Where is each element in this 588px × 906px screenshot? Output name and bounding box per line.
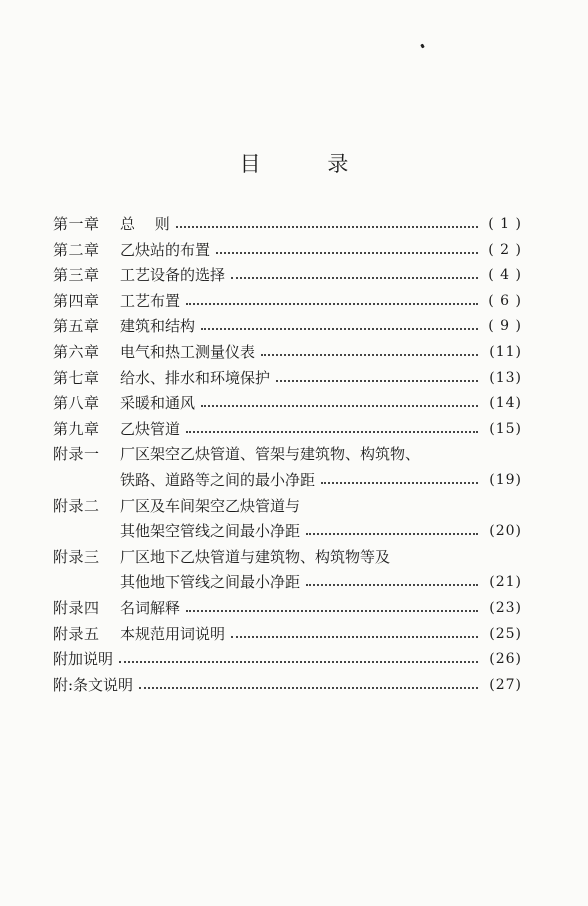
toc-row xyxy=(0,263,588,287)
chapter-number: 第二章 xyxy=(53,240,100,259)
chapter-number: 第八章 xyxy=(53,394,100,413)
entry-title: 其他地下管线之间最小净距 xyxy=(120,573,301,592)
toc-row xyxy=(0,622,588,646)
page-number: ( 4 ) xyxy=(488,267,522,284)
entry-title: 附:条文说明 xyxy=(53,675,134,694)
dot-leader xyxy=(119,661,478,663)
dot-leader xyxy=(201,328,478,330)
page-number: (15) xyxy=(489,420,522,437)
chapter-number: 第九章 xyxy=(53,419,100,438)
entry-title: 工艺布置 xyxy=(120,291,181,310)
page-number: (19) xyxy=(489,472,522,488)
entry-title: 铁路、道路等之间的最小净距 xyxy=(120,471,316,489)
chapter-number: 第七章 xyxy=(53,368,100,387)
entry-title: 厂区地下乙炔管道与建筑物、构筑物等及 xyxy=(120,547,391,566)
page-number: ( 6 ) xyxy=(488,292,522,309)
chapter-number: 附录五 xyxy=(53,624,100,643)
page-number: (14) xyxy=(489,395,522,412)
toc-row xyxy=(0,340,588,364)
toc-row xyxy=(0,442,588,466)
toc-row xyxy=(0,366,588,390)
toc-row xyxy=(0,314,588,338)
entry-title: 采暖和通风 xyxy=(120,394,196,413)
chapter-number: 第五章 xyxy=(53,317,100,336)
chapter-number: 第六章 xyxy=(53,343,100,361)
entry-title: 厂区架空乙炔管道、管架与建筑物、构筑物、 xyxy=(120,445,421,464)
page-number: (23) xyxy=(489,600,522,616)
toc-row xyxy=(0,494,588,518)
entry-title: 厂区及车间架空乙炔管道与 xyxy=(120,496,301,515)
toc-row xyxy=(0,468,588,492)
chapter-number: 附录一 xyxy=(53,445,100,464)
entry-title: 乙炔站的布置 xyxy=(120,240,211,259)
page-number: (26) xyxy=(489,651,522,668)
entry-title: 工艺设备的选择 xyxy=(120,266,226,285)
toc-row xyxy=(0,238,588,262)
scan-speck xyxy=(420,44,425,49)
toc-row xyxy=(0,519,588,543)
entry-title: 给水、排水和环境保护 xyxy=(120,368,271,387)
entry-title: 名词解释 xyxy=(120,599,181,617)
chapter-number: 第一章 xyxy=(53,215,100,233)
dot-leader xyxy=(231,277,478,279)
toc-row xyxy=(0,417,588,441)
chapter-number: 第三章 xyxy=(53,266,100,285)
toc-row xyxy=(0,545,588,569)
page-title: 目 录 xyxy=(239,152,379,176)
dot-leader xyxy=(186,610,478,612)
toc-row xyxy=(0,570,588,594)
dot-leader xyxy=(306,533,478,535)
dot-leader xyxy=(231,636,478,638)
page-number: (13) xyxy=(489,369,522,386)
toc-row xyxy=(0,391,588,415)
chapter-number: 附录四 xyxy=(53,599,100,617)
page-number: (11) xyxy=(489,344,522,360)
toc-row xyxy=(0,289,588,313)
page-number: ( 9 ) xyxy=(488,318,522,335)
page-number: (27) xyxy=(489,676,522,693)
entry-title: 附加说明 xyxy=(53,650,114,669)
page-number: (21) xyxy=(489,574,522,591)
dot-leader xyxy=(201,405,478,407)
entry-title: 其他架空管线之间最小净距 xyxy=(120,522,301,541)
dot-leader xyxy=(176,226,478,228)
toc-row xyxy=(0,596,588,620)
dot-leader xyxy=(261,354,478,356)
entry-title: 本规范用词说明 xyxy=(120,624,226,643)
entry-title: 乙炔管道 xyxy=(120,419,181,438)
dot-leader xyxy=(276,380,478,382)
dot-leader xyxy=(139,687,478,689)
toc-row xyxy=(0,647,588,671)
page-number: ( 2 ) xyxy=(488,241,522,258)
dot-leader xyxy=(216,252,478,254)
page-number: (25) xyxy=(489,625,522,642)
dot-leader xyxy=(321,482,478,484)
entry-title: 总 则 xyxy=(120,215,170,233)
toc-row xyxy=(0,212,588,236)
dot-leader xyxy=(186,431,478,433)
chapter-number: 附录三 xyxy=(53,547,100,566)
chapter-number: 第四章 xyxy=(53,291,100,310)
toc-row xyxy=(0,673,588,697)
chapter-number: 附录二 xyxy=(53,496,100,515)
dot-leader xyxy=(306,584,478,586)
dot-leader xyxy=(186,303,478,305)
entry-title: 电气和热工测量仪表 xyxy=(120,343,256,361)
entry-title: 建筑和结构 xyxy=(120,317,196,336)
page-number: (20) xyxy=(489,523,522,540)
page-number: ( 1 ) xyxy=(488,216,522,232)
